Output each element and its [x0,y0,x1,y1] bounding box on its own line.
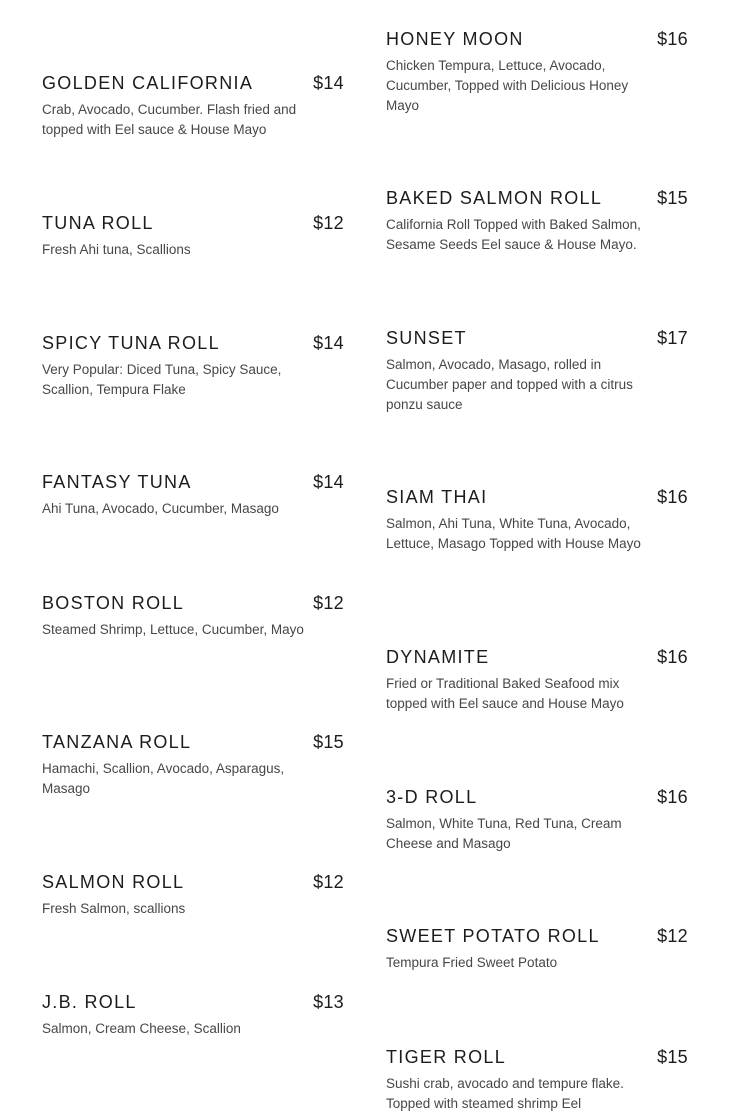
menu-item [386,326,688,415]
item-price: $12 [657,926,688,946]
item-name: BAKED SALMON ROLL [386,188,603,208]
item-name: FANTASY TUNA [42,472,192,492]
item-description: Steamed Shrimp, Lettuce, Cucumber, Mayo [42,622,304,637]
menu-item [42,71,344,140]
item-name: SWEET POTATO ROLL [386,926,600,946]
item-description: Fried or Traditional Baked Seafood mix topped with Eel sauce and House Mayo [386,676,624,711]
menu-item [42,990,344,1039]
item-name: SALMON ROLL [42,872,185,892]
item-price: $16 [657,29,688,49]
item-name: SUNSET [386,328,467,348]
item-description: California Roll Topped with Baked Salmon, Sesame Seeds Eel sauce & House Mayo. [386,217,641,252]
menu-item [386,186,688,255]
item-price: $12 [313,213,344,233]
item-name: GOLDEN CALIFORNIA [42,73,254,93]
item-price: $12 [313,872,344,892]
item-description: Fresh Salmon, scallions [42,901,186,916]
item-name: J.B. ROLL [42,992,137,1012]
item-name: TANZANA ROLL [42,732,192,752]
item-description: Salmon, Cream Cheese, Scallion [42,1021,241,1036]
item-name: SPICY TUNA ROLL [42,333,220,353]
item-price: $14 [313,333,344,353]
item-description: Fresh Ahi tuna, Scallions [42,242,191,257]
menu-item [42,591,344,640]
item-price: $13 [313,992,344,1012]
menu-item [42,331,344,400]
menu-item [386,924,688,973]
item-description: Crab, Avocado, Cucumber. Flash fried and topped with Eel sauce & House Mayo [42,102,297,137]
item-description: Ahi Tuna, Avocado, Cucumber, Masago [42,501,279,516]
item-name: 3-D ROLL [386,787,478,807]
menu-item [42,730,344,799]
menu-item [386,485,688,554]
item-description: Sushi crab, avocado and tempure flake. Topped with steamed shrimp Eel [386,1076,624,1111]
item-price: $16 [657,647,688,667]
item-price: $15 [313,732,344,752]
item-name: BOSTON ROLL [42,593,185,613]
item-name: TUNA ROLL [42,213,154,233]
item-description: Salmon, Ahi Tuna, White Tuna, Avocado, Lettuce, Masago Topped with House Mayo [386,516,641,551]
menu-item [42,470,344,519]
item-name: DYNAMITE [386,647,490,667]
menu-item [386,645,688,714]
item-description: Chicken Tempura, Lettuce, Avocado, Cucumber, Topped with Delicious Honey Mayo [386,58,629,113]
item-price: $14 [313,73,344,93]
item-price: $15 [657,188,688,208]
menu-item [386,27,688,116]
item-price: $12 [313,593,344,613]
item-price: $16 [657,487,688,507]
item-name: TIGER ROLL [386,1047,507,1067]
item-price: $17 [657,328,688,348]
item-name: HONEY MOON [386,29,524,49]
item-description: Tempura Fried Sweet Potato [386,955,558,970]
menu-item [386,785,688,854]
item-description: Very Popular: Diced Tuna, Spicy Sauce, Scallion, Tempura Flake [42,362,282,397]
menu-item [42,870,344,919]
item-price: $16 [657,787,688,807]
item-price: $15 [657,1047,688,1067]
menu-item [42,211,344,260]
item-description: Salmon, Avocado, Masago, rolled in Cucumber paper and topped with a citrus ponzu sauce [386,357,633,412]
item-description: Hamachi, Scallion, Avocado, Asparagus, Masago [42,761,285,796]
item-description: Salmon, White Tuna, Red Tuna, Cream Cheese and Masago [386,816,622,851]
item-name: SIAM THAI [386,487,488,507]
item-price: $14 [313,472,344,492]
menu-item [386,1045,688,1114]
